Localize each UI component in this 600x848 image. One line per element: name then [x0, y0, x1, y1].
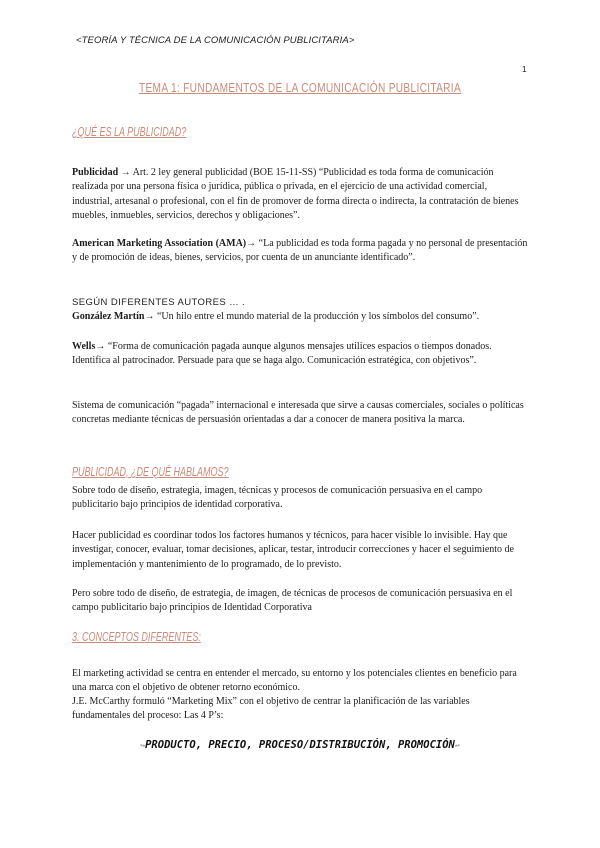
page-number: 1 [522, 64, 527, 74]
term-wells: Wells [72, 341, 96, 352]
arrow-icon: → [118, 167, 133, 178]
four-ps-text: PRODUCTO, PRECIO, PROCESO/DISTRIBUCIÓN, PROMOCIÓN [145, 739, 455, 751]
four-ps-line [0, 739, 600, 751]
arrow-icon: → [95, 341, 108, 352]
term-gonzalez-martin: González Martín [72, 311, 145, 322]
paragraph-sistema-comunicacion: Sistema de comunicación “pagada” internacional e interesada que sirve a causas comerciales, sociales o políticas concretas mediante técnicas de persuasión orientadas a dar a conocer de manera positiva la marca. [72, 400, 524, 426]
paragraph-identidad-corporativa: Pero sobre todo de diseño, de estrategia, de imagen, de técnicas de procesos de comunicación persuasiva en el campo publicitario bajo principios de Identidad Corporativa [72, 588, 513, 614]
authors-heading: SEGÚN DIFERENTES AUTORES … . [72, 297, 246, 308]
section-heading-conceptos: 3. CONCEPTOS DIFERENTES: [72, 630, 201, 644]
arrow-icon: → [144, 311, 157, 322]
section-heading-que-es: ¿QUÉ ES LA PUBLICIDAD? [72, 125, 187, 139]
section-heading-de-que-hablamos: PUBLICIDAD, ¿DE QUÉ HABLAMOS? [72, 465, 229, 479]
document-title: TEMA 1: FUNDAMENTOS DE LA COMUNICACIÓN PUBLICITARIA [138, 80, 462, 95]
paragraph-mccarthy: J.E. McCarthy formuló “Marketing Mix” con el objetivo de centrar la planificación de las variables fundamentales del proceso: Las 4 P’s: [72, 696, 470, 722]
paragraph-hacer-publicidad: Hacer publicidad es coordinar todos los factores humanos y técnicos, para hacer visible lo invisible. Hay que investigar, conocer, evaluar, tomar decisiones, aplicar, testar, introducir correcciones y hacer el seguimiento de implementación y mantenimiento de lo programado, de lo previsto. [72, 530, 514, 570]
term-ama: American Marketing Association (AMA) [72, 238, 247, 249]
arrow-icon: → [246, 238, 259, 249]
paragraph-publicidad-definition: Publicidad → Art. 2 ley general publicidad (BOE 15-11-SS) “Publicidad es toda forma de comunicación realizada por una persona física o jurídica, pública o privada, en el ejercicio de una actividad comercial, industrial, artesanal o profesional, con el fin de promover de forma directa o indirecta, la contratación de bienes muebles, inmuebles, servicios, derechos y obligaciones”. [72, 167, 519, 221]
paragraph-diseno-estrategia: Sobre todo de diseño, estrategia, imagen, técnicas y procesos de comunicación persuasiva en el campo publicitario bajo principios de identidad corporativa. [72, 485, 483, 511]
paragraph-marketing: El marketing actividad se centra en entender el mercado, su entorno y los potenciales clientes en beneficio para una marca con el objetivo de obtener retorno económico. [72, 668, 517, 694]
return-arrow-icon: ↩ [454, 741, 460, 750]
return-arrow-icon: ↪ [140, 741, 146, 750]
paragraph-gonzalez-martin: González Martín→ “Un hilo entre el mundo material de la producción y los símbolos del consumo”. [72, 311, 480, 322]
term-publicidad: Publicidad [72, 167, 119, 178]
document-header: <TEORÍA Y TÉCNICA DE LA COMUNICACIÓN PUBLICITARIA> [76, 35, 355, 46]
paragraph-ama-definition: American Marketing Association (AMA)→ “La publicidad es toda forma pagada y no personal de presentación y de promoción de ideas, bienes, servicios, por cuenta de un anunciante identificado”. [72, 238, 528, 264]
paragraph-wells: Wells→ “Forma de comunicación pagada aunque algunos mensajes utilices espacios o tiempos donados. Identifica al patrocinador. Persuade para que se haga algo. Comunicación estratégica, con objetivos”. [72, 341, 492, 367]
